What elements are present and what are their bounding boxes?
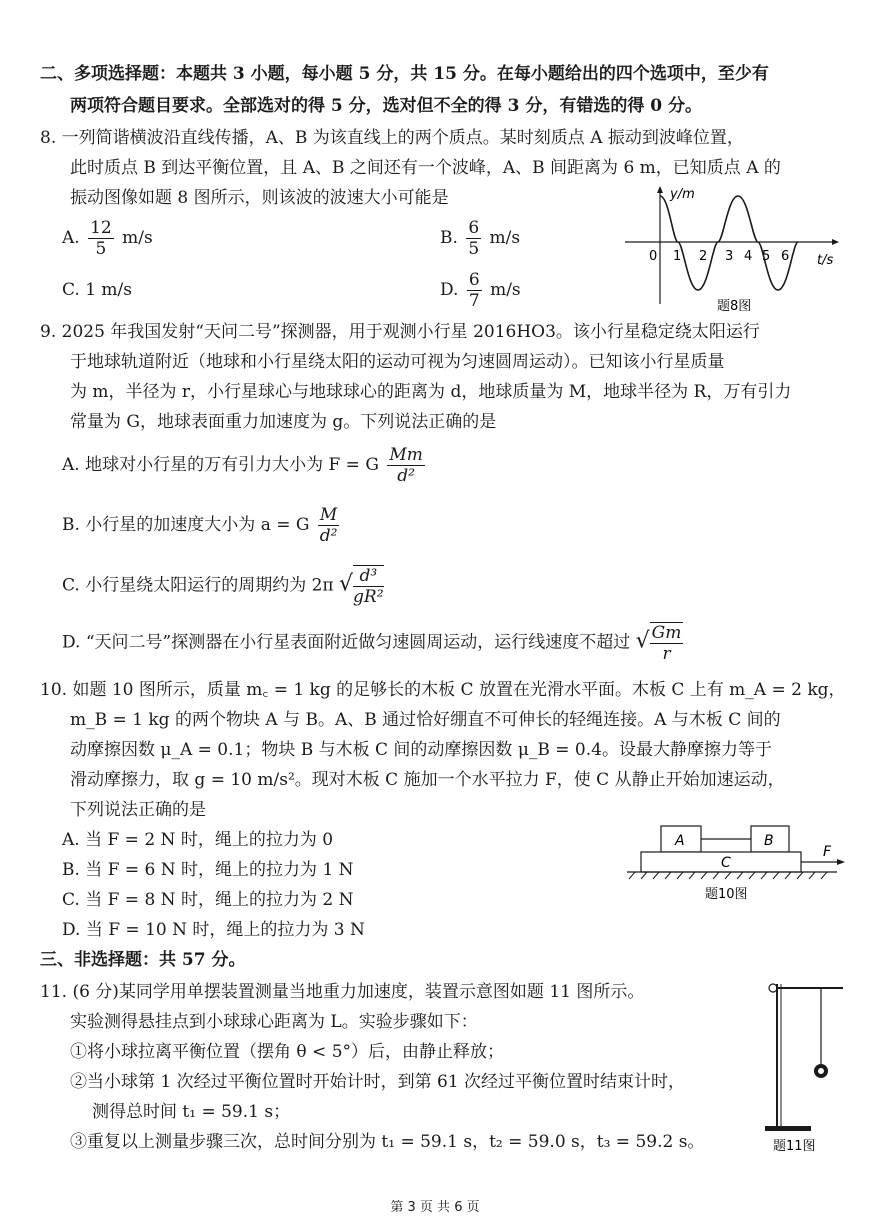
- figure-8-origin: 0: [649, 249, 658, 264]
- q8-option-b: B. $\frac{6}{5}$ m/s: [440, 218, 521, 259]
- figure-10-caption: 题10图: [705, 887, 748, 902]
- q10-option-b: B. 当 F = 6 N 时，绳上的拉力为 1 N: [62, 860, 354, 880]
- figure-10-ground-hatch: [629, 872, 827, 879]
- q9-option-c: C. 小行星绕太阳运行的周期约为 2π √ $\frac{\text{d³}}{\text{gR²}}$: [62, 566, 384, 607]
- figure-8-ylabel: y/m: [670, 187, 695, 202]
- q9-line4: 常量为 G，地球表面重力加速度为 g。下列说法正确的是: [70, 412, 497, 432]
- section3-title: 三、非选择题：共 57 分。: [40, 950, 246, 970]
- q8-line3: 振动图像如题 8 图所示，则该波的波速大小可能是: [70, 188, 449, 208]
- figure-11-caption: 题11图: [773, 1139, 816, 1154]
- figure-10-blocks-diagram: [625, 822, 850, 906]
- q10-option-c: C. 当 F = 8 N 时，绳上的拉力为 2 N: [62, 890, 354, 910]
- q9-option-a-fraction: $\frac{Mm}{\text{d²}}$: [389, 445, 423, 486]
- q9-option-d-fraction: $\frac{Gm}{r}$: [651, 623, 682, 664]
- figure-11-pendulum: [755, 976, 850, 1156]
- q8-option-c: C. 1 m/s: [62, 280, 133, 300]
- figure-8-tick-1: 1: [673, 249, 682, 264]
- figure-8-xlabel: t/s: [817, 253, 834, 268]
- q11-step3: ③重复以上测量步骤三次，总时间分别为 t₁ = 59.1 s，t₂ = 59.0 s，t₃ = 59.2 s。: [70, 1132, 705, 1152]
- figure-8-oscillation-graph: [625, 182, 845, 318]
- q9-option-d: D. “天问二号”探测器在小行星表面附近做匀速圆周运动，运行线速度不超过 √ $\frac{Gm}{r}$: [62, 623, 682, 664]
- q9-option-c-fraction: $\frac{\text{d³}}{\text{gR²}}$: [353, 566, 384, 607]
- figure-11-base: [765, 1126, 811, 1131]
- figure-8-tick-6: 6: [781, 249, 790, 264]
- figure-8-tick-4: 4: [744, 249, 753, 264]
- figure-11-clamp: [769, 984, 777, 992]
- q11-line1: 11. (6 分)某同学用单摆装置测量当地重力加速度，装置示意图如题 11 图所示。: [40, 982, 645, 1002]
- figure-8-tick-3: 3: [725, 249, 734, 264]
- q9-line1: 9. 2025 年我国发射“天问二号”探测器，用于观测小行星 2016HO3。该小行星稳定绕太阳运行: [40, 322, 760, 342]
- page-footer: 第 3 页 共 6 页: [390, 1200, 480, 1215]
- q9-option-b-fraction: $\frac{M}{\text{d²}}$: [319, 505, 338, 546]
- figure-8-tick-2: 2: [699, 249, 708, 264]
- q10-line4: 滑动摩擦力，取 g = 10 m/s²。现对木板 C 施加一个水平拉力 F，使 C 从静止开始加速运动，: [70, 770, 785, 790]
- q10-option-a: A. 当 F = 2 N 时，绳上的拉力为 0: [62, 830, 334, 850]
- q10-line1: 10. 如题 10 图所示，质量 m꜀ = 1 kg 的足够长的木板 C 放置在光滑水平面。木板 C 上有 m_A = 2 kg，: [40, 680, 846, 700]
- q9-option-a: A. 地球对小行星的万有引力大小为 F = G $\frac{Mm}{\text{d²}}$: [62, 445, 423, 486]
- q9-line3: 为 m，半径为 r，小行星球心与地球球心的距离为 d，地球质量为 M，地球半径为 R，万有引力: [70, 382, 792, 402]
- section2-line1: 二、多项选择题：本题共 3 小题，每小题 5 分，共 15 分。在每小题给出的四个选项中，至少有: [40, 64, 769, 84]
- figure-8-caption: 题8图: [717, 299, 752, 314]
- q11-step1: ①将小球拉离平衡位置（摆角 θ < 5°）后，由静止释放；: [70, 1042, 505, 1062]
- figure-8-y-arrow: [657, 186, 663, 193]
- q9-option-b: B. 小行星的加速度大小为 a = G $\frac{M}{\text{d²}}$: [62, 505, 338, 546]
- q8-option-a: A. $\frac{12}{5}$ m/s: [62, 218, 153, 259]
- q11-step2a: ②当小球第 1 次经过平衡位置时开始计时，到第 61 次经过平衡位置时结束计时，: [70, 1072, 686, 1092]
- q10-line2: m_B = 1 kg 的两个物块 A 与 B。A、B 通过恰好绷直不可伸长的轻绳连接。A 与木板 C 间的: [70, 710, 781, 730]
- figure-10-label-f: F: [823, 844, 832, 860]
- q8-option-d: D. $\frac{6}{7}$ m/s: [440, 270, 521, 311]
- figure-11-bob-highlight: [818, 1068, 824, 1074]
- figure-10-label-b: B: [764, 833, 774, 849]
- figure-8-wave-curve: [660, 196, 798, 290]
- q11-line2: 实验测得悬挂点到小球球心距离为 L。实验步骤如下：: [70, 1012, 478, 1032]
- q8-option-d-fraction: $\frac{6}{7}$: [468, 270, 480, 311]
- q9-line2: 于地球轨道附近（地球和小行星绕太阳的运动可视为匀速圆周运动）。已知该小行星质量: [70, 352, 725, 372]
- q8-option-b-fraction: $\frac{6}{5}$: [468, 218, 480, 259]
- q8-line1: 8. 一列简谐横波沿直线传播，A、B 为该直线上的两个质点。某时刻质点 A 振动到波峰位置，: [40, 128, 744, 148]
- figure-8-t-arrow: [832, 239, 839, 245]
- figure-10-label-c: C: [721, 855, 731, 871]
- q11-step2b: 测得总时间 t₁ = 59.1 s；: [92, 1102, 291, 1122]
- figure-10-force-arrowhead: [837, 859, 845, 865]
- q10-line5: 下列说法正确的是: [70, 800, 206, 820]
- q8-line2: 此时质点 B 到达平衡位置，且 A、B 之间还有一个波峰，A、B 间距离为 6 m，已知质点 A 的: [70, 158, 781, 178]
- section2-line2: 两项符合题目要求。全部选对的得 5 分，选对但不全的得 3 分，有错选的得 0 分。: [70, 96, 702, 116]
- q10-option-d: D. 当 F = 10 N 时，绳上的拉力为 3 N: [62, 920, 365, 940]
- figure-8-tick-5: 5: [762, 249, 771, 264]
- q10-line3: 动摩擦因数 μ_A = 0.1；物块 B 与木板 C 间的动摩擦因数 μ_B = 0.4。设最大静摩擦力等于: [70, 740, 772, 760]
- q8-option-a-fraction: $\frac{12}{5}$: [90, 218, 112, 259]
- figure-10-label-a: A: [675, 833, 685, 849]
